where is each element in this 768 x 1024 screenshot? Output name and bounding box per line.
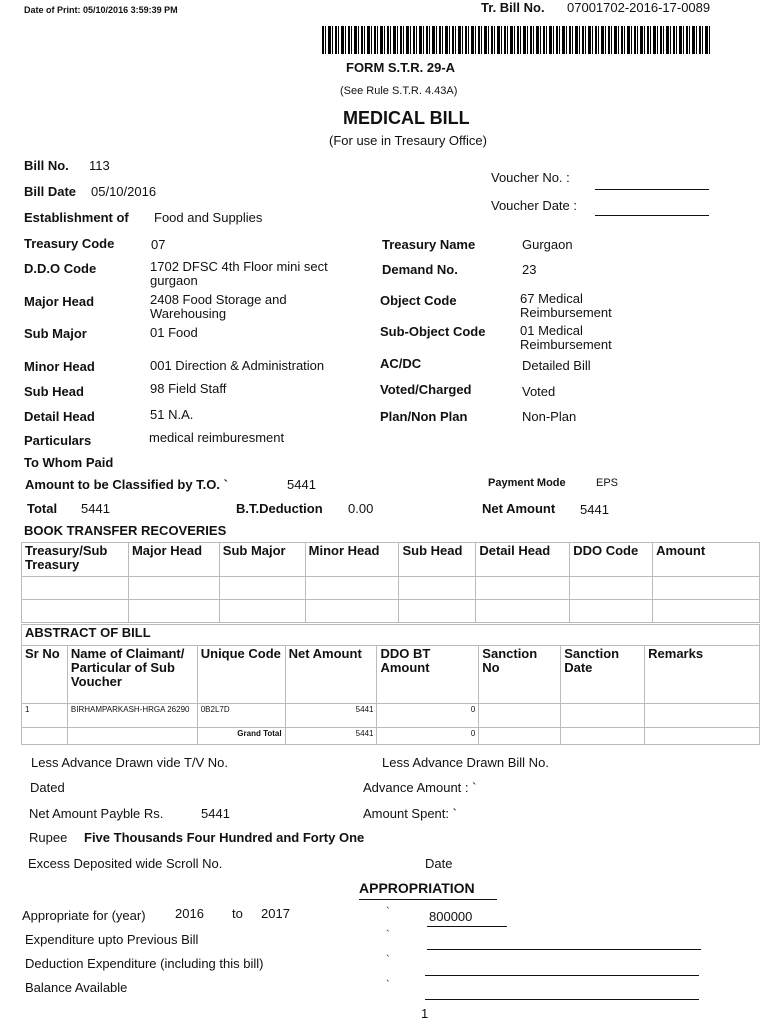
bill-date-label: Bill Date [24,184,77,199]
header-cell: Major Head [128,543,219,577]
abstract-title: ABSTRACT OF BILL [22,625,760,646]
header-cell: Minor Head [305,543,399,577]
year-from: 2016 [175,906,204,921]
sub-major-label: Sub Major [24,326,87,341]
dated-label: Dated [30,780,65,795]
detail-head: 51 N.A. [150,407,194,422]
header-cell: Name of Claimant/ Particular of Sub Voucher [67,646,197,704]
book-transfer-title: BOOK TRANSFER RECOVERIES [24,523,227,538]
form-number: FORM S.T.R. 29-A [346,60,456,75]
major-head-label: Major Head [24,294,95,309]
voted-label: Voted/Charged [380,382,472,397]
treasury-code-label: Treasury Code [24,236,115,251]
sub-head: 98 Field Staff [150,381,227,396]
net-payble-label: Net Amount Payble Rs. [29,806,164,821]
classified-label: Amount to be Classified by T.O. ` [25,477,228,492]
sub-object-code: 01 Medical Reimbursement [520,323,612,352]
appropriation-title: APPROPRIATION [359,880,475,896]
net-amount: 5441 [580,502,609,517]
appropriation-underline [359,899,497,900]
cell-code: 0B2L7D [197,704,285,728]
deduction-expenditure-label: Deduction Expenditure (including this bill) [25,956,264,971]
grand-total-net: 5441 [285,728,377,745]
header-cell: Sanction No [479,646,561,704]
classified-amount: 5441 [287,477,316,492]
cell-net: 5441 [285,704,377,728]
grand-total-label: Grand Total [197,728,285,745]
rule-reference: (See Rule S.T.R. 4.43A) [340,85,458,97]
header-cell: Sub Head [399,543,476,577]
header-cell: Unique Code [197,646,285,704]
page-title: MEDICAL BILL [343,108,470,128]
table-row [22,577,760,600]
demand-no-label: Demand No. [382,262,458,277]
tick-mark: ` [386,979,390,991]
voucher-date-line [595,215,709,216]
sub-head-label: Sub Head [24,384,84,399]
header-cell: Treasury/Sub Treasury [22,543,129,577]
table-row [22,600,760,623]
grand-total-row [22,728,760,745]
bill-no-label: Bill No. [24,158,69,173]
bt-deduction: 0.00 [348,501,374,516]
balance-available-line [425,999,699,1000]
treasury-name-label: Treasury Name [382,237,476,252]
print-date-label: Date of Print: 05/10/2016 3:59:39 PM [24,5,178,15]
book-transfer-table [21,542,760,623]
year-to-label: to [232,906,243,921]
less-advance-tv: Less Advance Drawn vide T/V No. [31,755,229,770]
detail-head-label: Detail Head [24,409,95,424]
deduction-expenditure-line [425,975,699,976]
voucher-date-label: Voucher Date : [491,198,577,213]
treasury-name: Gurgaon [522,237,573,252]
header-cell: Sub Major [219,543,305,577]
plan-label: Plan/Non Plan [380,409,468,424]
total-amount: 5441 [81,501,110,516]
amount-underline [427,926,507,927]
barcode [322,26,710,54]
less-advance-bill: Less Advance Drawn Bill No. [382,755,549,770]
appropriate-year-label: Appropriate for (year) [22,908,146,923]
tr-bill-label: Tr. Bill No. [481,0,545,15]
ddo-code: 1702 DFSC 4th Floor mini sect gurgaon [150,259,328,288]
treasury-code: 07 [151,237,166,252]
establishment: Food and Supplies [154,210,263,225]
particulars-label: Particulars [24,433,92,448]
ddo-code-label: D.D.O Code [24,261,97,276]
advance-amount-label: Advance Amount : ` [363,780,477,795]
payment-mode: EPS [596,477,619,489]
cell-claimant: BIRHAMPARKASH-HRGA 26290 [67,704,197,728]
expenditure-previous-line [427,949,701,950]
voted: Voted [522,384,556,399]
total-label: Total [27,501,58,516]
cell-sr: 1 [22,704,68,728]
bill-date: 05/10/2016 [91,184,157,199]
minor-head: 001 Direction & Administration [150,358,325,373]
object-code-label: Object Code [380,293,457,308]
date-label: Date [425,856,453,871]
plan: Non-Plan [522,409,577,424]
table-header-row [22,543,760,577]
header-cell: DDO BT Amount [377,646,479,704]
header-cell: Amount [653,543,760,577]
page-subtitle: (For use in Tresaury Office) [329,133,487,148]
tick-mark: ` [386,929,390,941]
header-cell: DDO Code [570,543,653,577]
header-cell: Remarks [645,646,760,704]
print-date: 05/10/2016 3:59:39 PM [83,5,178,15]
header-cell: Detail Head [476,543,570,577]
grand-total-ddo-bt: 0 [377,728,479,745]
major-head: 2408 Food Storage and Warehousing [150,292,287,321]
appropriation-amount: 800000 [429,909,473,924]
header-cell: Sr No [22,646,68,704]
table-header-row [22,646,760,704]
table-row [22,704,760,728]
excess-deposited: Excess Deposited wide Scroll No. [28,856,223,871]
tick-mark: ` [386,954,390,966]
expenditure-previous-label: Expenditure upto Previous Bill [25,932,199,947]
voucher-no-line [595,189,709,190]
minor-head-label: Minor Head [24,359,95,374]
tr-bill-number: 07001702-2016-17-0089 [567,0,711,15]
payment-mode-label: Payment Mode [488,477,566,489]
bt-deduction-label: B.T.Deduction [236,501,323,516]
net-payble: 5441 [201,806,230,821]
tick-mark: ` [386,906,390,918]
particulars: medical reimburesment [149,430,285,445]
voucher-no-label: Voucher No. : [491,170,570,185]
header-cell: Net Amount [285,646,377,704]
year-to: 2017 [261,906,290,921]
rupee-words: Five Thousands Four Hundred and Forty One [84,830,365,845]
balance-available-label: Balance Available [25,980,128,995]
acdc-label: AC/DC [380,356,422,371]
establishment-label: Establishment of [24,210,129,225]
object-code: 67 Medical Reimbursement [520,291,612,320]
page-number: 1 [421,1006,429,1021]
abstract-table [21,624,760,745]
amount-spent-label: Amount Spent: ` [363,806,457,821]
sub-major: 01 Food [150,325,198,340]
demand-no: 23 [522,262,537,277]
to-whom-paid-label: To Whom Paid [24,455,114,470]
cell-ddo-bt: 0 [377,704,479,728]
net-amount-label: Net Amount [482,501,556,516]
sub-object-label: Sub-Object Code [380,324,486,339]
header-cell: Sanction Date [561,646,645,704]
bill-no: 113 [89,158,110,173]
acdc: Detailed Bill [522,358,591,373]
rupee-label: Rupee [29,830,68,845]
